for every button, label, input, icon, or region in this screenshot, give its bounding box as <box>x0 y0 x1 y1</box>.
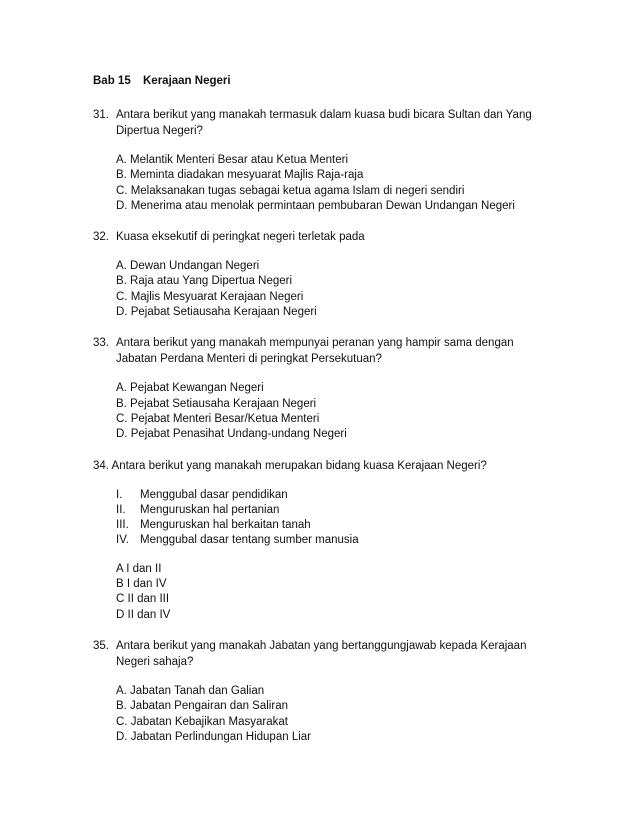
answer-option-c: C. Jabatan Kebajikan Masyarakat <box>116 715 288 728</box>
statement-list <box>116 488 563 549</box>
statement-text: Menguruskan hal pertanian <box>140 503 280 516</box>
answer-option-c: C. Melaksanakan tugas sebagai ketua agama Islam di negeri sendiri <box>116 184 465 197</box>
chapter-title: Kerajaan Negeri <box>143 75 231 87</box>
answer-option-a: A. Melantik Menteri Besar atau Ketua Menteri <box>116 154 349 166</box>
question-text-line: Jabatan Perdana Menteri di peringkat Persekutuan? <box>116 353 382 366</box>
statement-item <box>116 533 563 548</box>
answer-options <box>116 684 563 745</box>
statement-roman: IV. <box>116 534 130 547</box>
question-text-line: Dipertua Negeri? <box>116 125 203 137</box>
question-number: 31. <box>93 109 109 121</box>
question-31 <box>93 107 563 214</box>
answer-option-a: A I dan II <box>116 562 162 575</box>
statement-text: Menguruskan hal berkaitan tanah <box>140 519 311 532</box>
answer-option-b: B I dan IV <box>116 578 167 591</box>
statement-item <box>116 503 563 518</box>
question-text-line: Negeri sahaja? <box>116 655 194 668</box>
question-text-line: Kuasa eksekutif di peringkat negeri terletak pada <box>116 231 365 244</box>
statement-text: Menggubal dasar pendidikan <box>140 488 288 501</box>
statement-roman: III. <box>116 519 129 532</box>
question-35 <box>93 638 563 745</box>
answer-option-d: D. Pejabat Penasihat Undang-undang Negeri <box>116 428 347 441</box>
question-text-line: Antara berikut yang manakah Jabatan yang bertanggungjawab kepada Kerajaan <box>116 639 527 652</box>
statement-roman: I. <box>116 488 123 501</box>
answer-option-c: C II dan III <box>116 593 170 606</box>
answer-option-d: D. Pejabat Setiausaha Kerajaan Negeri <box>116 306 317 319</box>
answer-option-c: C. Majlis Mesyuarat Kerajaan Negeri <box>116 290 304 303</box>
answer-options <box>116 562 563 623</box>
chapter-heading <box>93 73 563 89</box>
document-page <box>93 73 563 745</box>
question-34 <box>93 458 563 623</box>
answer-option-d: D. Jabatan Perlindungan Hidupan Liar <box>116 730 311 743</box>
statement-item <box>116 518 563 533</box>
question-text-line: Antara berikut yang manakah termasuk dalam kuasa budi bicara Sultan dan Yang <box>116 109 532 121</box>
answer-option-a: A. Dewan Undangan Negeri <box>116 260 260 273</box>
question-text-line: 34. Antara berikut yang manakah merupakan bidang kuasa Kerajaan Negeri? <box>93 459 487 472</box>
answer-option-a: A. Jabatan Tanah dan Galian <box>116 684 265 697</box>
question-number: 33. <box>93 337 109 350</box>
question-number: 32. <box>93 231 109 244</box>
answer-option-a: A. Pejabat Kewangan Negeri <box>116 382 264 395</box>
answer-option-c: C. Pejabat Menteri Besar/Ketua Menteri <box>116 412 320 425</box>
answer-options <box>116 153 563 214</box>
question-number: 35. <box>93 639 109 652</box>
answer-option-b: B. Meminta diadakan mesyuarat Majlis Raja-raja <box>116 169 364 182</box>
answer-option-d: D II dan IV <box>116 608 171 621</box>
chapter-number: Bab 15 <box>93 75 131 87</box>
answer-options <box>116 259 563 320</box>
statement-item <box>116 488 563 503</box>
question-text-line: Antara berikut yang manakah mempunyai peranan yang hampir sama dengan <box>116 337 514 350</box>
statement-roman: II. <box>116 503 126 516</box>
answer-option-d: D. Menerima atau menolak permintaan pembubaran Dewan Undangan Negeri <box>116 199 515 212</box>
answer-options <box>116 381 563 442</box>
statement-text: Menggubal dasar tentang sumber manusia <box>140 534 359 547</box>
question-32 <box>93 229 563 320</box>
question-33 <box>93 335 563 442</box>
answer-option-b: B. Raja atau Yang Dipertua Negeri <box>116 275 293 288</box>
answer-option-b: B. Pejabat Setiausaha Kerajaan Negeri <box>116 397 317 410</box>
answer-option-b: B. Jabatan Pengairan dan Saliran <box>116 700 288 713</box>
